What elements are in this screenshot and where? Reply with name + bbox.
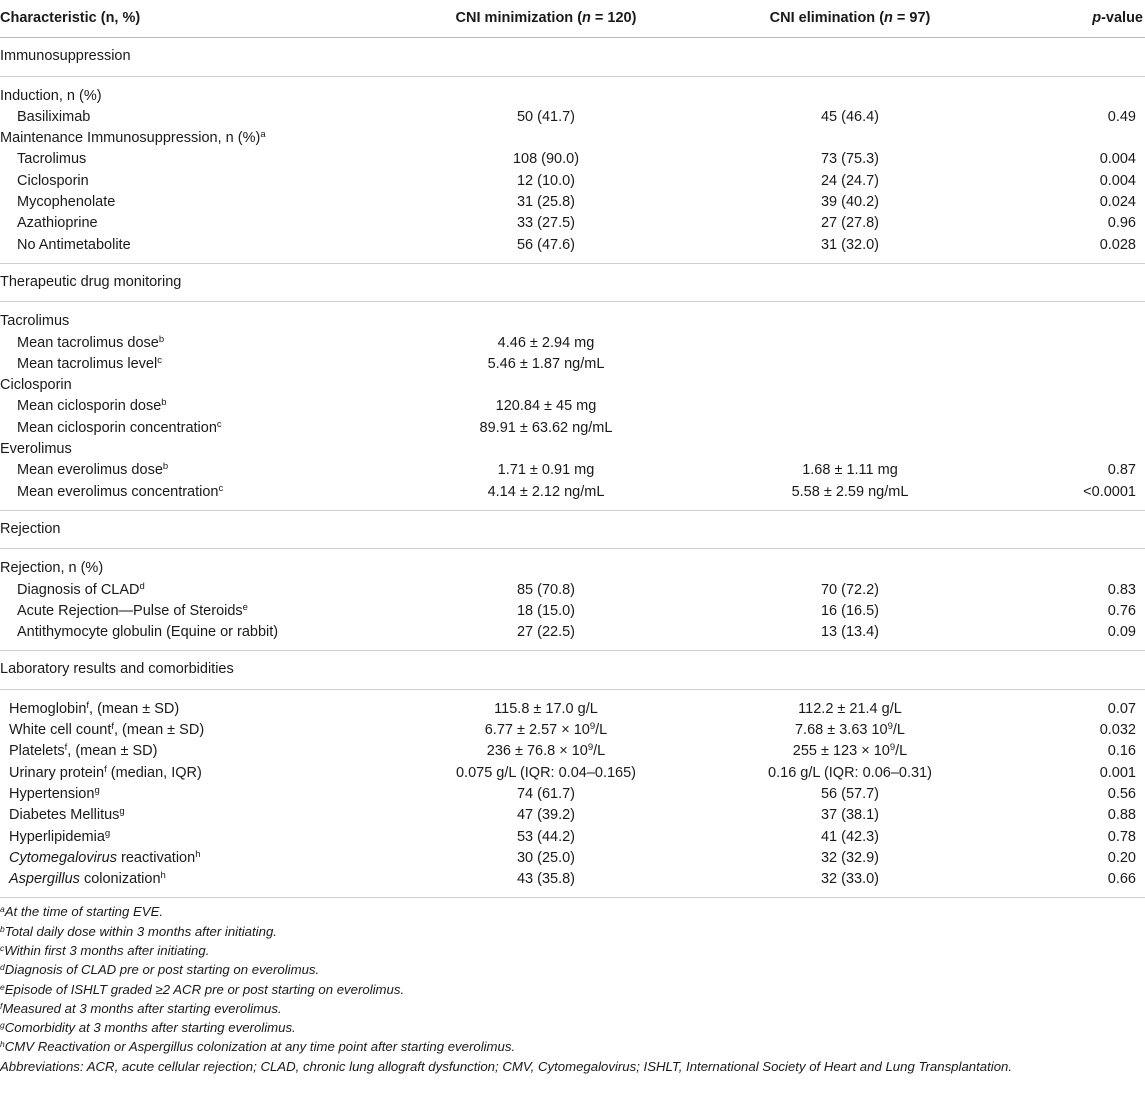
row-label: Tacrolimus	[0, 313, 70, 330]
footnote-mark: g	[94, 784, 100, 796]
cell-elim: 39 (40.2)	[820, 194, 880, 211]
cell-p: 0.87	[1107, 462, 1136, 479]
row-label: Basiliximab	[17, 108, 91, 125]
table-row	[0, 763, 1145, 784]
section-title: Laboratory results and comorbidities	[0, 651, 1145, 689]
row-label	[0, 805, 408, 826]
row-label-text: Hemoglobin	[9, 700, 87, 717]
cell-min: 53 (44.2)	[516, 828, 576, 845]
cell-min: 43 (35.8)	[408, 869, 684, 898]
cell-min: 56 (47.6)	[408, 235, 684, 264]
row-label	[0, 848, 408, 869]
cell-min: 12 (10.0)	[516, 172, 576, 189]
cell-min-text: 236 ± 76.8 × 10	[486, 743, 588, 760]
table-row	[0, 213, 1145, 234]
cell-p: 0.78	[1107, 828, 1136, 845]
row-label: Tacrolimus	[17, 151, 87, 168]
row-label-text: Mean everolimus concentration	[17, 483, 219, 500]
table-body	[0, 38, 1145, 898]
header-p-italic: p	[1092, 10, 1102, 26]
header-min-text: CNI minimization (	[455, 10, 583, 26]
row-label: Ciclosporin	[0, 377, 72, 394]
cell-min: 4.14 ± 2.12 ng/mL	[408, 482, 684, 511]
row-label	[0, 580, 408, 601]
abbreviations: Abbreviations: ACR, acute cellular rejection; CLAD, chronic lung allograft dysfunction; CMV, Cytomegalovirus; ISHLT, International Society of Heart and Lung Transplantation.	[0, 1058, 1013, 1074]
cell-p: 0.96	[1107, 215, 1136, 232]
footnote-mark: e	[242, 601, 248, 613]
cell-p: 0.49	[1107, 108, 1136, 125]
footnote-mark: f	[64, 742, 68, 754]
cell-min: 4.46 ± 2.94 mg	[497, 334, 595, 351]
row-label-text: Platelets	[9, 743, 65, 760]
table-row	[0, 848, 1145, 869]
footnote-text: CMV Reactivation or Aspergillus colonization at any time point after starting everolimus.	[4, 1039, 516, 1055]
exponent: 9	[589, 721, 596, 733]
row-label: Induction, n (%)	[0, 87, 102, 104]
cell-min: 5.46 ± 1.87 ng/mL	[487, 355, 605, 372]
cell-elim: 37 (38.1)	[820, 807, 880, 824]
footnote-text: Episode of ISHLT graded ≥2 ACR pre or post starting on everolimus.	[4, 981, 405, 997]
table-row	[0, 128, 1145, 149]
cell-p: 0.56	[1107, 785, 1136, 802]
row-label-text: Mean everolimus dose	[17, 462, 163, 479]
header-p-value	[1016, 0, 1145, 38]
row-label: Antithymocyte globulin (Equine or rabbit)	[0, 622, 408, 651]
footnote-mark: f	[0, 1000, 3, 1011]
row-label-italic: Aspergillus	[9, 871, 80, 888]
cell-p: 0.07	[1107, 700, 1136, 717]
row-label-text: Diagnosis of CLAD	[17, 581, 140, 598]
cell-elim: 1.68 ± 1.11 mg	[802, 462, 898, 479]
table-row	[0, 375, 1145, 396]
cell-elim: 112.2 ± 21.4 g/L	[798, 700, 902, 717]
section-row-laboratory	[0, 651, 1145, 689]
header-row	[0, 0, 1145, 38]
cell-min: 33 (27.5)	[516, 215, 576, 232]
table-row	[0, 354, 1145, 375]
footnote-mark: h	[160, 870, 166, 882]
row-label	[0, 601, 408, 622]
row-label	[0, 128, 408, 149]
cell-min: 30 (25.0)	[516, 849, 576, 866]
row-label-text: colonization	[79, 871, 161, 888]
exponent: 9	[889, 742, 896, 754]
header-cni-minimization	[408, 0, 684, 38]
footnote-mark: c	[157, 354, 162, 366]
footnote	[0, 902, 1145, 921]
cell-min: 115.8 ± 17.0 g/L	[494, 700, 598, 717]
row-label	[0, 460, 408, 481]
footnote-mark: b	[158, 333, 165, 345]
cell-elim: 27 (27.8)	[820, 215, 880, 232]
cell-elim-unit: /L	[892, 722, 905, 739]
cell-p: 0.83	[1107, 581, 1136, 598]
footnote-text: Total daily dose within 3 months after initiating.	[4, 923, 277, 939]
row-label	[0, 333, 408, 354]
section-row-immunosuppression	[0, 38, 1145, 76]
footnote-mark: b	[161, 397, 167, 409]
footnote-mark: g	[0, 1020, 5, 1031]
footnote	[0, 1018, 1145, 1037]
table-row	[0, 76, 1145, 107]
cell-p: 0.16	[1107, 743, 1136, 760]
row-label	[0, 720, 408, 741]
section-title: Therapeutic drug monitoring	[0, 263, 1145, 301]
footnote-mark: c	[218, 482, 224, 494]
exponent: 9	[887, 721, 893, 733]
section-title: Immunosuppression	[0, 38, 1145, 76]
table-row	[0, 784, 1145, 805]
row-label-tail: , (mean ± SD)	[67, 743, 158, 760]
table-row	[0, 580, 1145, 601]
table-row	[0, 418, 1145, 439]
table-row	[0, 439, 1145, 460]
cell-min-unit: /L	[593, 743, 606, 760]
footnote-mark: c	[216, 418, 222, 430]
table-row	[0, 827, 1145, 848]
cell-elim: 5.58 ± 2.59 ng/mL	[684, 482, 1016, 511]
table-footnotes	[0, 898, 1145, 1076]
footnote-text: Comorbidity at 3 months after starting everolimus.	[4, 1020, 296, 1036]
table-row	[0, 689, 1145, 720]
cell-min: 89.91 ± 63.62 ng/mL	[479, 419, 613, 436]
table-row	[0, 805, 1145, 826]
cell-min: 74 (61.7)	[516, 785, 576, 802]
row-label-text: Hypertension	[9, 785, 95, 802]
row-label	[0, 418, 408, 439]
row-label-tail: , (mean ± SD)	[89, 700, 180, 717]
table-row	[0, 333, 1145, 354]
header-min-n: n	[582, 10, 591, 26]
cell-p: 0.001	[1099, 764, 1136, 781]
row-label: Ciclosporin	[17, 172, 89, 189]
table-row	[0, 107, 1145, 128]
cell-min: 18 (15.0)	[516, 602, 576, 619]
row-label-text: White cell count	[9, 722, 112, 739]
row-label	[0, 354, 408, 375]
footnote-mark: g	[119, 806, 125, 818]
row-label-text: Acute Rejection—Pulse of Steroids	[17, 602, 243, 619]
row-label	[0, 396, 408, 417]
cell-p: 0.66	[1016, 869, 1145, 898]
row-label-text: Mean tacrolimus level	[17, 355, 158, 372]
footnote-mark: f	[104, 763, 107, 775]
table-header	[0, 0, 1145, 38]
cell-p: 0.88	[1107, 807, 1136, 824]
row-label-tail: (median, IQR)	[106, 764, 202, 781]
row-label-text: Diabetes Mellitus	[9, 807, 120, 824]
cell-elim: 45 (46.4)	[820, 108, 880, 125]
footnote-mark: h	[0, 1039, 5, 1050]
cell-min: 120.84 ± 45 mg	[495, 398, 597, 415]
cell-min: 27 (22.5)	[408, 622, 684, 651]
row-label: No Antimetabolite	[0, 235, 408, 264]
header-elim-text: CNI elimination (	[769, 10, 885, 26]
cell-p: 0.032	[1099, 722, 1136, 739]
footnote-mark: f	[86, 699, 90, 711]
table-row	[0, 869, 1145, 898]
footnote	[0, 960, 1145, 979]
row-label	[0, 482, 408, 511]
cell-min: 31 (25.8)	[516, 194, 576, 211]
footnote-mark: d	[139, 580, 145, 592]
footnote	[0, 980, 1145, 999]
table-row	[0, 171, 1145, 192]
row-label	[0, 784, 408, 805]
row-label: Azathioprine	[17, 215, 98, 232]
cell-p: <0.0001	[1016, 482, 1145, 511]
cell-min: 85 (70.8)	[516, 581, 576, 598]
row-label-text: Urinary protein	[9, 764, 105, 781]
cell-p: 0.76	[1107, 602, 1136, 619]
cell-elim: 0.16 g/L (IQR: 0.06–0.31)	[768, 764, 932, 781]
cell-elim	[684, 741, 1016, 762]
cell-p: 0.004	[1099, 151, 1136, 168]
row-label-italic: Cytomegalovirus	[9, 849, 117, 866]
row-label-text: Maintenance Immunosuppression, n (%)	[0, 130, 261, 147]
table-row	[0, 149, 1145, 170]
cell-elim: 56 (57.7)	[820, 785, 880, 802]
footnote	[0, 922, 1145, 941]
cell-min: 50 (41.7)	[516, 108, 576, 125]
cell-min	[408, 741, 684, 762]
row-label-text: Mean tacrolimus dose	[17, 334, 159, 351]
cell-elim: 73 (75.3)	[820, 151, 880, 168]
row-label-text: reactivation	[117, 849, 196, 866]
table-row	[0, 460, 1145, 481]
row-label-text: Hyperlipidemia	[9, 828, 105, 845]
cell-elim-text: 7.68 ± 3.63 10	[794, 722, 888, 739]
footnote-mark: b	[162, 461, 169, 473]
cell-elim: 31 (32.0)	[684, 235, 1016, 264]
footnote-mark: b	[0, 923, 5, 934]
footnote-mark: a	[260, 129, 266, 141]
table-row	[0, 235, 1145, 264]
row-label	[0, 763, 408, 784]
cell-min	[408, 720, 684, 741]
cell-min: 1.71 ± 0.91 mg	[497, 462, 595, 479]
cell-min: 108 (90.0)	[512, 151, 580, 168]
header-elim-n: n	[884, 10, 893, 26]
table-row	[0, 396, 1145, 417]
footnote-text: At the time of starting EVE.	[4, 904, 164, 920]
footnote	[0, 999, 1145, 1018]
table-row	[0, 622, 1145, 651]
footnote-mark: c	[0, 942, 5, 953]
footnote-mark: g	[104, 827, 111, 839]
cell-elim: 41 (42.3)	[820, 828, 880, 845]
cell-elim: 32 (33.0)	[684, 869, 1016, 898]
cell-min-unit: /L	[595, 722, 608, 739]
cell-min: 0.075 g/L (IQR: 0.04–0.165)	[455, 764, 637, 781]
cell-elim: 32 (32.9)	[820, 849, 880, 866]
footnote-mark: e	[0, 981, 5, 992]
header-min-tail: = 120)	[590, 10, 637, 26]
cell-p: 0.024	[1099, 194, 1136, 211]
row-label	[0, 689, 408, 720]
table-row	[0, 302, 1145, 333]
header-cni-elimination	[684, 0, 1016, 38]
row-label-tail: , (mean ± SD)	[114, 722, 205, 739]
row-label: Everolimus	[0, 441, 72, 458]
table-row	[0, 741, 1145, 762]
table-row	[0, 192, 1145, 213]
footnote-mark: f	[111, 721, 114, 733]
footnote-text: Within first 3 months after initiating.	[4, 942, 210, 958]
row-label-text: Mean ciclosporin concentration	[17, 419, 217, 436]
row-label: Rejection, n (%)	[0, 560, 104, 577]
row-label	[0, 827, 408, 848]
row-label-text: Mean ciclosporin dose	[17, 398, 162, 415]
header-elim-tail: = 97)	[892, 10, 931, 26]
footnote	[0, 941, 1145, 960]
cell-elim-text: 255 ± 123 × 10	[792, 743, 890, 760]
cell-elim: 70 (72.2)	[820, 581, 880, 598]
table-row	[0, 549, 1145, 580]
cell-elim: 24 (24.7)	[820, 172, 880, 189]
section-row-rejection	[0, 510, 1145, 548]
cell-p: 0.09	[1016, 622, 1145, 651]
footnote-text: Measured at 3 months after starting everolimus.	[2, 1000, 282, 1016]
row-label: Mycophenolate	[17, 194, 116, 211]
cell-p: 0.028	[1016, 235, 1145, 264]
header-p-rest: -value	[1101, 10, 1143, 26]
table-row	[0, 482, 1145, 511]
cell-elim-unit: /L	[895, 743, 908, 760]
footnote-mark: d	[0, 962, 5, 973]
cell-min-text: 6.77 ± 2.57 × 10	[484, 722, 590, 739]
table-row	[0, 720, 1145, 741]
footnote-text: Diagnosis of CLAD pre or post starting on everolimus.	[4, 962, 320, 978]
footnote-mark: a	[0, 904, 5, 915]
row-label	[0, 869, 408, 898]
footnote	[0, 1037, 1145, 1056]
cell-min: 47 (39.2)	[516, 807, 576, 824]
footnote-mark: h	[195, 848, 201, 860]
cell-p: 0.20	[1107, 849, 1136, 866]
header-characteristic: Characteristic (n, %)	[0, 0, 408, 38]
cell-elim	[684, 720, 1016, 741]
row-label	[0, 741, 408, 762]
exponent: 9	[587, 742, 594, 754]
cell-elim: 13 (13.4)	[684, 622, 1016, 651]
cell-elim: 16 (16.5)	[820, 602, 880, 619]
section-row-tdm	[0, 263, 1145, 301]
cell-p: 0.004	[1099, 172, 1136, 189]
table-row	[0, 601, 1145, 622]
section-title: Rejection	[0, 510, 1145, 548]
